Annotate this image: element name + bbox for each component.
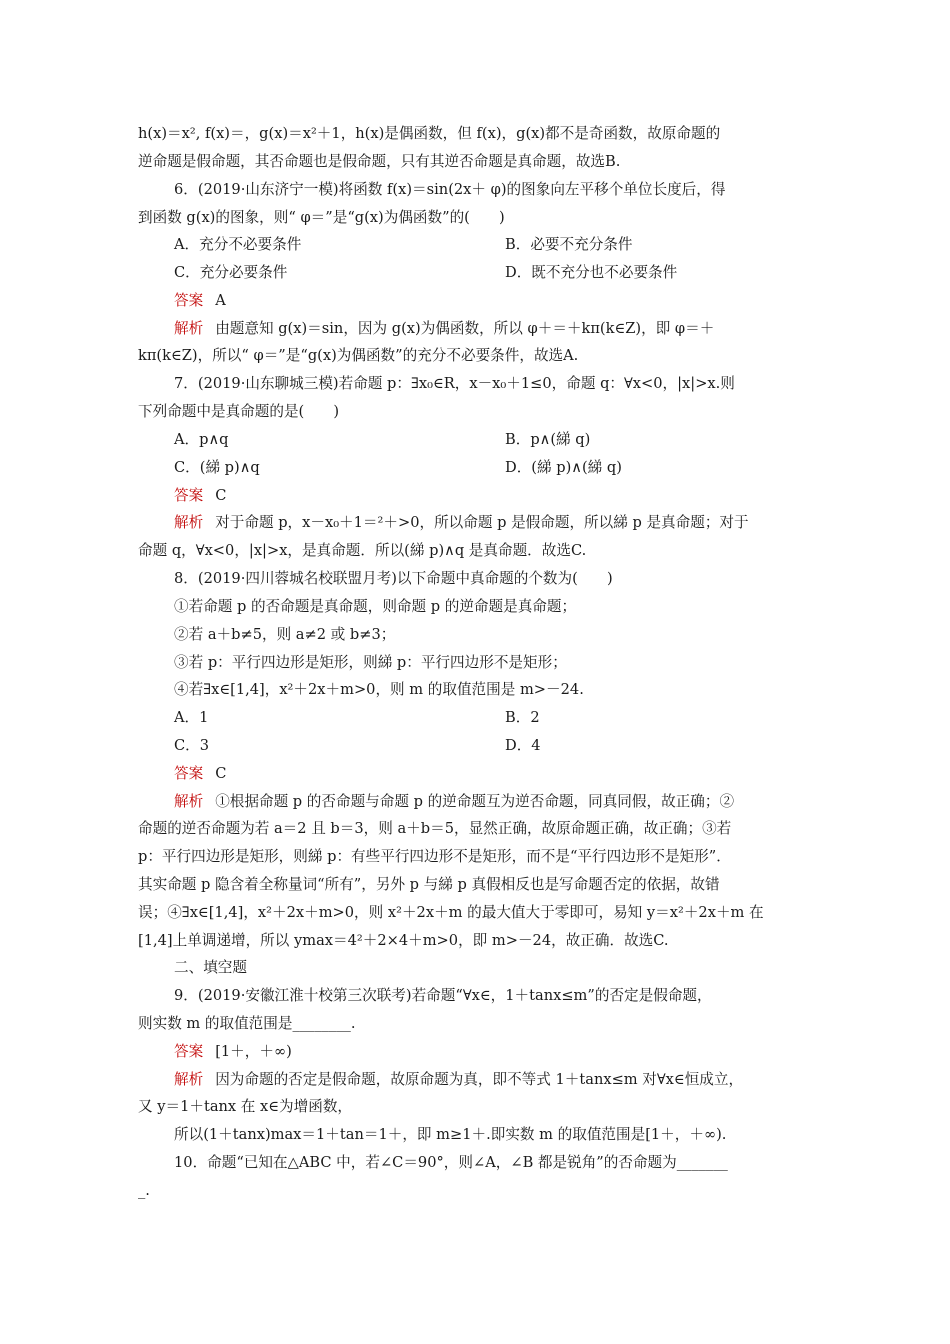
question-8: 8．(2019·四川蓉城名校联盟月考)以下命题中真命题的个数为( )	[174, 570, 613, 587]
answer-label: 答案	[174, 487, 204, 504]
statement-1: ①若命题 p 的否命题是真命题，则命题 p 的逆命题是真命题；	[174, 598, 577, 615]
text-line: _.	[138, 1182, 150, 1199]
text-line: 逆命题是假命题，其否命题也是假命题，只有其逆否命题是真命题，故选B.	[138, 153, 621, 170]
answer-line	[174, 764, 226, 784]
text-line: 其实命题 p 隐含着全称量词“所有”，另外 p 与綈 p 真假相反也是写命题否定的依据，故错	[138, 876, 720, 893]
option-c: C．充分必要条件	[174, 264, 288, 281]
option-b: B．2	[505, 709, 540, 726]
text-line: 误；④∃x∈[1,4]，x²＋2x＋m>0，则 x²＋2x＋m 的最大值大于零即可，易知 y＝x²＋2x＋m 在	[138, 904, 764, 921]
text-line: 命题的逆否命题为若 a＝2 且 b＝3，则 a＋b＝5，显然正确，故原命题正确，故正确；③若	[138, 820, 732, 837]
text-line: 又 y＝1＋tanx 在 x∈为增函数，	[138, 1098, 353, 1115]
analysis-label: 解析	[174, 514, 204, 531]
text-line: 则实数 m 的取值范围是________.	[138, 1015, 356, 1032]
answer-line	[174, 1042, 292, 1062]
statement-4: ④若∃x∈[1,4]，x²＋2x＋m>0，则 m 的取值范围是 m>－24.	[174, 681, 584, 698]
answer-label: 答案	[174, 1043, 204, 1060]
statement-3: ③若 p：平行四边形是矩形，则綈 p：平行四边形不是矩形；	[174, 654, 567, 671]
analysis-line	[174, 513, 749, 533]
analysis-line	[174, 319, 714, 339]
answer-label: 答案	[174, 765, 204, 782]
text-line: 到函数 g(x)的图象，则“ φ＝”是“g(x)为偶函数”的( )	[138, 209, 505, 226]
option-b: B．p∧(綈 q)	[505, 431, 591, 448]
text-line: p：平行四边形是矩形，则綈 p：有些平行四边形不是矩形，而不是“平行四边形不是矩形”．	[138, 848, 731, 865]
analysis-label: 解析	[174, 793, 204, 810]
question-6: 6．(2019·山东济宁一模)将函数 f(x)＝sin(2x＋ φ)的图象向左平移个单位长度后，得	[174, 181, 726, 198]
analysis-text: 对于命题 p，x－x₀＋1＝²＋>0，所以命题 p 是假命题，所以綈 p 是真命题；对于	[215, 514, 749, 531]
analysis-line	[174, 1070, 743, 1090]
answer-value: A	[215, 292, 226, 309]
question-9: 9．(2019·安徽江淮十校第三次联考)若命题“∀x∈，1＋tanx≤m”的否定是假命题，	[174, 987, 712, 1004]
text-line: h(x)＝x², f(x)＝，g(x)＝x²＋1，h(x)是偶函数，但 f(x)，g(x)都不是奇函数，故原命题的	[138, 125, 721, 142]
answer-value: [1＋，＋∞)	[215, 1043, 292, 1060]
analysis-line	[174, 792, 734, 812]
option-b: B．必要不充分条件	[505, 236, 633, 253]
section-heading: 二、填空题	[174, 959, 247, 976]
option-d: D．4	[505, 737, 541, 754]
answer-value: C	[215, 487, 227, 504]
analysis-label: 解析	[174, 1071, 204, 1088]
option-a: A．充分不必要条件	[174, 236, 302, 253]
option-c: C．(綈 p)∧q	[174, 459, 260, 476]
option-a: A．1	[174, 709, 209, 726]
answer-line	[174, 291, 226, 311]
option-a: A．p∧q	[174, 431, 229, 448]
statement-2: ②若 a＋b≠5，则 a≠2 或 b≠3；	[174, 626, 396, 643]
text-line: kπ(k∈Z)，所以“ φ＝”是“g(x)为偶函数”的充分不必要条件，故选A.	[138, 347, 579, 364]
text-line: [1,4]上单调递增，所以 ymax＝4²＋2×4＋m>0，即 m>－24，故正确．故选C.	[138, 932, 669, 949]
analysis-text: 由题意知 g(x)＝sin，因为 g(x)为偶函数，所以 φ＋＝＋kπ(k∈Z)，即 φ＝＋	[215, 320, 715, 337]
question-7: 7．(2019·山东聊城三模)若命题 p：∃x₀∈R，x－x₀＋1≤0，命题 q：∀x<0，|x|>x.则	[174, 375, 735, 392]
answer-label: 答案	[174, 292, 204, 309]
question-10: 10．命题“已知在△ABC 中，若∠C＝90°，则∠A，∠B 都是锐角”的否命题为_______	[174, 1154, 728, 1171]
option-c: C．3	[174, 737, 210, 754]
analysis-text: 因为命题的否定是假命题，故原命题为真，即不等式 1＋tanx≤m 对∀x∈恒成立，	[215, 1071, 744, 1088]
answer-value: C	[215, 765, 227, 782]
option-d: D．(綈 p)∧(綈 q)	[505, 459, 622, 476]
option-d: D．既不充分也不必要条件	[505, 264, 678, 281]
analysis-label: 解析	[174, 320, 204, 337]
text-line: 命题 q，∀x<0，|x|>x，是真命题．所以(綈 p)∧q 是真命题．故选C.	[138, 542, 587, 559]
analysis-text: ①根据命题 p 的否命题与命题 p 的逆命题互为逆否命题，同真同假，故正确；②	[215, 793, 735, 810]
text-line: 下列命题中是真命题的是( )	[138, 403, 340, 420]
text-line: 所以(1＋tanx)max＝1＋tan＝1＋，即 m≥1＋.即实数 m 的取值范围是[1＋，＋∞).	[174, 1126, 727, 1143]
answer-line	[174, 486, 226, 506]
